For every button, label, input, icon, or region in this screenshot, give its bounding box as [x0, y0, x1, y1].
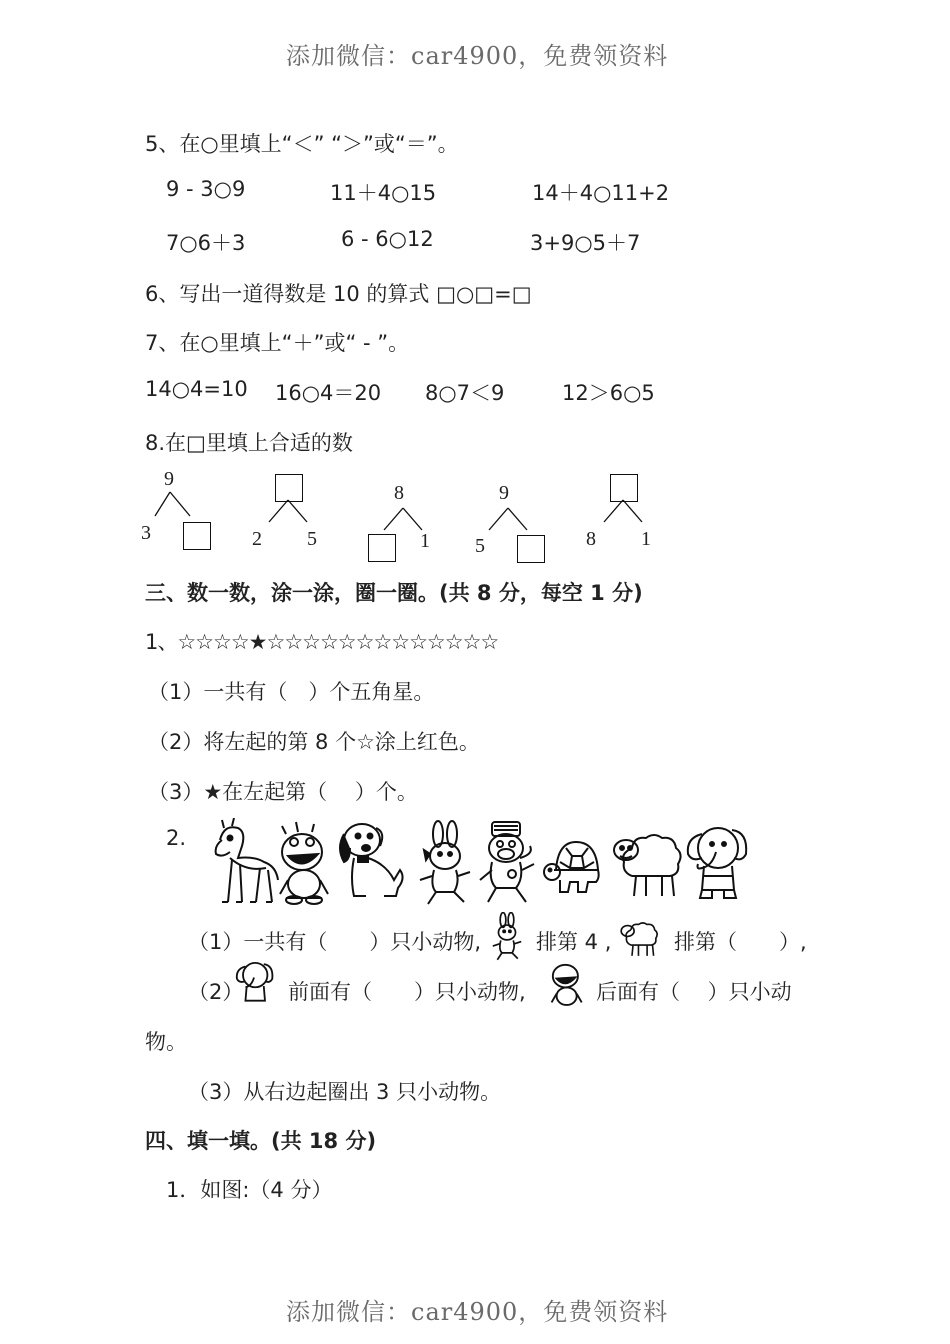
- bond-top-number: 8: [394, 482, 404, 504]
- q7-expr: 14○4=10: [145, 377, 248, 401]
- q2-part2-c: 后面有（ ）只小动: [596, 980, 792, 1004]
- q5-title: 5、在○里填上“＜” “＞”或“＝”。: [145, 132, 459, 156]
- q5-expr: 6 - 6○12: [341, 227, 434, 251]
- q2-part1-c: 排第（ ）,: [674, 930, 807, 954]
- q1-part3: （3）★在左起第（ ）个。: [148, 780, 418, 804]
- bond-right-number: 1: [641, 528, 651, 550]
- bond-top-number: 9: [499, 482, 509, 504]
- q5-expr: 9 - 3○9: [166, 177, 246, 201]
- bond-answer-box[interactable]: [517, 535, 545, 563]
- part3-heading: 三、数一数，涂一涂，圈一圈。(共 8 分，每空 1 分): [145, 581, 643, 605]
- q1-stars: 1、☆☆☆☆★☆☆☆☆☆☆☆☆☆☆☆☆☆: [145, 630, 499, 654]
- dog-icon: [336, 818, 410, 902]
- q7-expr: 12＞6○5: [562, 381, 655, 405]
- bond-left-number: 3: [141, 522, 151, 544]
- q6-title: 6、写出一道得数是 10 的算式 □○□=□: [145, 282, 532, 306]
- q7-title: 7、在○里填上“＋”或“ - ”。: [145, 331, 410, 355]
- elephant-icon: [682, 820, 750, 902]
- q1-part1: （1）一共有（ ）个五角星。: [148, 680, 435, 704]
- q1-part2: （2）将左起的第 8 个☆涂上红色。: [148, 730, 480, 754]
- q7-expr: 16○4＝20: [275, 381, 382, 405]
- frog-icon: [272, 820, 334, 906]
- bond-top-number: 9: [164, 468, 174, 490]
- bond-answer-box[interactable]: [183, 522, 211, 550]
- bond-lines: [475, 506, 545, 536]
- watermark-top: 添加微信：car4900，免费领资料: [286, 42, 669, 70]
- bond-lines: [255, 498, 325, 528]
- q2-part2-b: 前面有（ ）只小动物,: [288, 980, 526, 1004]
- part4-heading: 四、填一填。(共 18 分): [145, 1129, 377, 1153]
- bond-answer-box[interactable]: [368, 534, 396, 562]
- bond-left-number: 2: [252, 528, 262, 550]
- bond-right-number: 5: [307, 528, 317, 550]
- q5-expr: 3+9○5＋7: [530, 231, 641, 255]
- q8-title: 8.在□里填上合适的数: [145, 431, 353, 455]
- rabbit-icon: [486, 912, 528, 962]
- elephant-icon: [228, 958, 280, 1008]
- q5-expr: 7○6＋3: [166, 231, 246, 255]
- bond-right-number: 1: [420, 530, 430, 552]
- sheep-icon: [610, 826, 684, 900]
- q2-part2-d: 物。: [145, 1030, 187, 1054]
- part4-q1: 1．如图:（4 分）: [166, 1178, 333, 1202]
- bond-left-number: 8: [586, 528, 596, 550]
- q7-expr: 8○7＜9: [425, 381, 505, 405]
- watermark-bottom: 添加微信：car4900，免费领资料: [286, 1298, 669, 1326]
- bond-lines: [590, 498, 660, 528]
- q2-part1-b: 排第 4 ,: [536, 930, 612, 954]
- q5-expr: 14＋4○11+2: [532, 181, 670, 205]
- q2-part1-a: （1）一共有（ ）只小动物,: [188, 930, 482, 954]
- q5-expr: 11＋4○15: [330, 181, 437, 205]
- q2-label: 2.: [166, 826, 187, 850]
- bond-left-number: 5: [475, 535, 485, 557]
- sheep-icon: [614, 918, 664, 958]
- rabbit-icon: [414, 820, 476, 908]
- monkey-icon: [476, 818, 538, 906]
- q2-part3: （3）从右边起圈出 3 只小动物。: [188, 1080, 502, 1104]
- turtle-icon: [542, 834, 604, 896]
- frog-icon: [544, 956, 588, 1010]
- q2-part2-a: （2）: [188, 980, 244, 1004]
- horse-icon: [202, 818, 282, 906]
